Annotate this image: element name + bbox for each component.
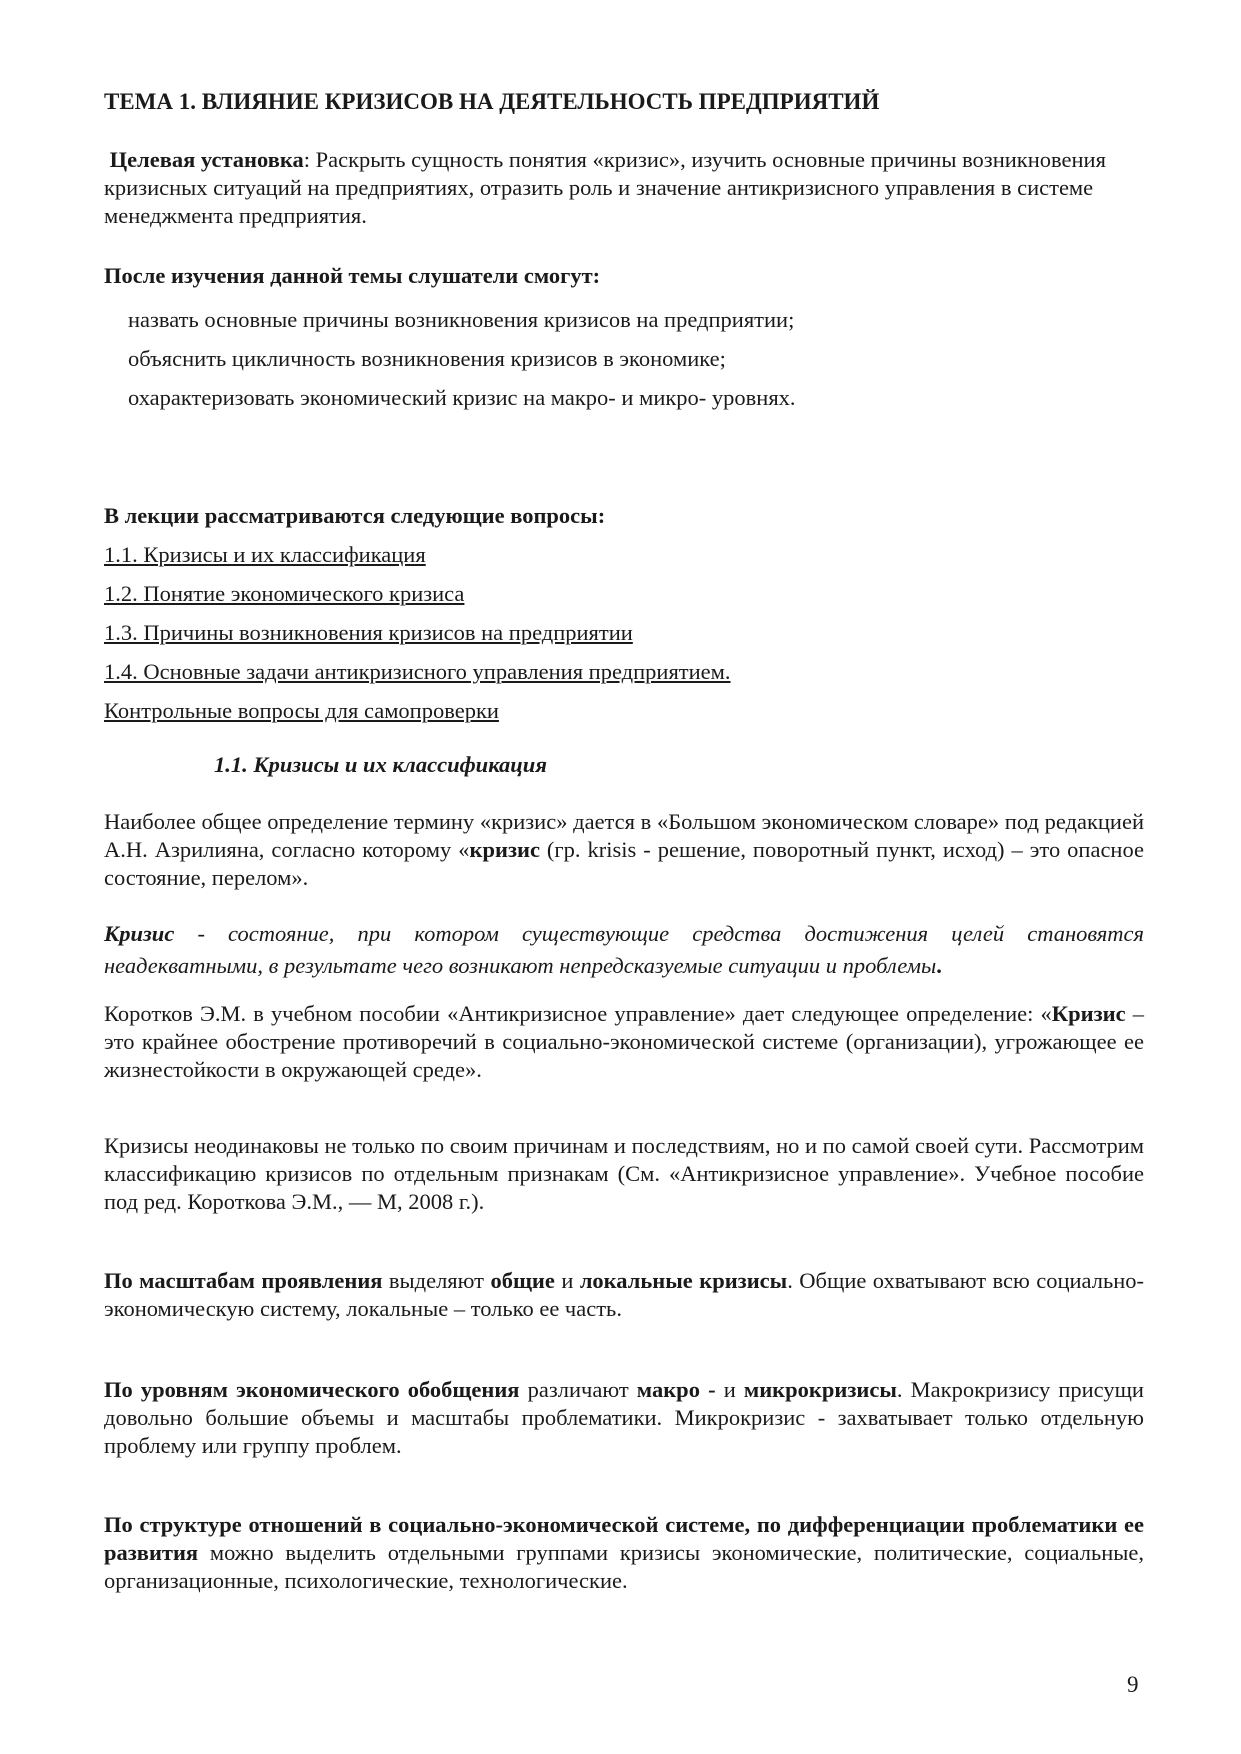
text-run: Коротков Э.М. в учебном пособии «Антикризисное управление» дает следующее определение: « [104,1001,1052,1026]
term-bold: Кризис [1051,1001,1126,1026]
term-bold: кризис [469,837,540,862]
toc-link[interactable]: 1.3. Причины возникновения кризисов на предприятии [104,620,633,645]
text-run: и [715,1377,744,1402]
paragraph-levels [104,1376,1144,1460]
goal-paragraph [104,146,1144,230]
text-run: локальные кризисы [579,1268,788,1293]
goal-text: : Раскрыть сущность понятия «кризис», изучить основные причины возникновения кризисных ситуаций на предприятиях, отразить роль и значение антикризисного управления в системе менеджмента предприятия. [104,147,1106,228]
text-run: (гр. krisis - решение, поворотный пункт, исход) – это опасное состояние, перелом». [104,837,1144,890]
after-study-heading: После изучения данной темы слушатели смогут: [104,263,601,288]
page-number: 9 [1127,1672,1139,1697]
paragraph-structure [104,1511,1144,1595]
text-run: . Макрокризису присущи довольно большие объемы и масштабы проблематики. Микрокризис - захватывает только отдельную проблему или группу проблем. [104,1377,1144,1458]
text-run: Наиболее общее определение термину «кризис» дается в «Большом экономическом словаре» под редакцией А.Н. Азрилияна, согласно которому « [104,809,1144,862]
text-run: различают [519,1377,637,1402]
paragraph-scale [104,1267,1144,1323]
lecture-toc [104,535,731,730]
skill-item: охарактеризовать экономический кризис на макро- и микро- уровнях. [128,385,796,410]
text-run: - состояние, при котором существующие средства достижения целей становятся неадекватными, в результате чего возникают непредсказуемые ситуации и проблемы [104,921,1144,978]
text-run: . Общие охватывают всю социально-экономическую систему, локальные – только ее часть. [104,1268,1144,1321]
term-bold-italic: Кризис [104,921,175,946]
text-run: По структуре отношений в социально-экономической системе, по дифференциации проблематики ее развития [104,1512,1144,1565]
toc-link[interactable]: Контрольные вопросы для самопроверки [104,698,499,723]
text-run: выделяют [382,1268,491,1293]
skills-list [128,300,796,417]
toc-link[interactable]: 1.2. Понятие экономического кризиса [104,581,465,606]
text-run: и [554,1268,580,1293]
paragraph-definition-italic [104,918,1144,982]
skill-item: назвать основные причины возникновения кризисов на предприятии; [128,307,795,332]
page-title: ТЕМА 1. ВЛИЯНИЕ КРИЗИСОВ НА ДЕЯТЕЛЬНОСТЬ ПРЕДПРИЯТИЙ [104,89,880,114]
text-run: микрокризисы [743,1377,897,1402]
goal-label: Целевая установка [109,147,304,172]
skill-item: объяснить цикличность возникновения кризисов в экономике; [128,346,726,371]
paragraph-classification-intro: Кризисы неодинаковы не только по своим причинам и последствиям, но и по самой своей сути. Рассмотрим классификацию кризисов по отдельным признакам (См. «Антикризисное управление». Учебное пособие под ред. Короткова Э.М., — М, 2008 г.). [104,1133,1144,1214]
text-run: макро - [636,1377,716,1402]
toc-link[interactable]: 1.4. Основные задачи антикризисного управления предприятием. [104,659,731,684]
text-run: можно выделить отдельными группами кризисы экономические, политические, социальные, организационные, психологические, технологические. [104,1540,1144,1593]
text-run: По масштабам проявления [104,1268,383,1293]
lecture-heading: В лекции рассматриваются следующие вопросы: [104,503,606,528]
section-heading: 1.1. Кризисы и их классификация [214,752,547,777]
paragraph-definition-korotkov [104,1000,1144,1084]
toc-link[interactable]: 1.1. Кризисы и их классификация [104,542,426,567]
text-run: . [936,953,942,978]
paragraph-definition-dictionary [104,808,1144,892]
text-run: – это крайнее обострение противоречий в социально-экономической системе (организации), угрожающее ее жизнестойкости в окружающей среде». [104,1001,1145,1082]
text-run: По уровням экономического обобщения [104,1377,520,1402]
text-run: общие [490,1268,555,1293]
